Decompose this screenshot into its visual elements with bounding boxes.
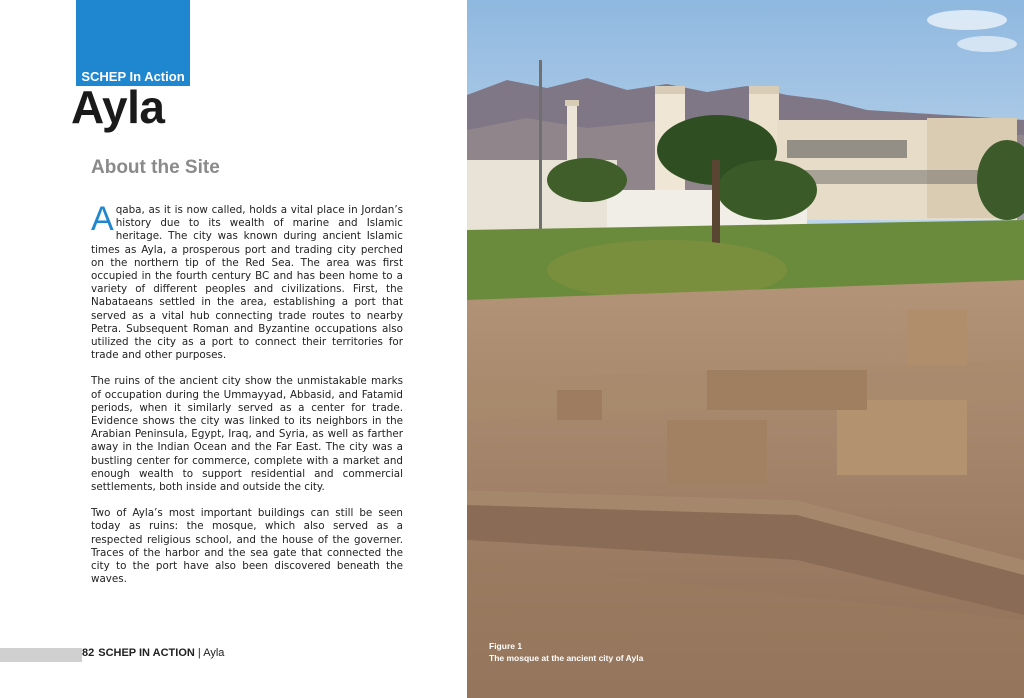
article-paragraph-2: The ruins of the ancient city show the unmistakable marks of occupation during the Ummayyad, Abbasid, and Fatamid periods, when it similarly served as a center for trade. Evidence shows the city was linked to its neighbors in the Arabian Peninsula, Egypt, Iraq, and Syria, as well as farther away in the Indian Ocean and the Far East. The city was a bustling center for commerce, complete with a market and enough wealth to support residential and commercial settlements, both inside and outside the city.: [91, 375, 403, 494]
section-heading: About the Site: [91, 157, 220, 178]
paragraph-1-text: qaba, as it is now called, holds a vital place in Jordan’s history due to its wealth of marine and Islamic heritage. The city was known during ancient Islamic times as Ayla, a prosperous port and trading city perched on the northern tip of the Red Sea. The area was first occupied in the fourth century BC and has been home to a variety of different peoples and civilizations. First, the Nabataeans settled in the area, establishing a port that served as a vital hub connecting trade routes to nearby Petra. Subsequent Roman and Byzantine occupations also utilized the city as a port to connect their territories for trade and other purposes.: [91, 204, 403, 362]
ruins-photo-illustration: [467, 0, 1024, 698]
article-paragraph-3: Two of Ayla’s most important buildings can still be seen today as ruins: the mosque, which also served as a respected religious school, and the house of the governer. Traces of the harbor and the sea gate that connected the city to the port have also been discovered beneath the waves.: [91, 507, 403, 586]
figure-caption: [489, 640, 643, 664]
footer-bar: [0, 648, 82, 662]
site-photo: [467, 0, 1024, 698]
footer-section: Ayla: [203, 647, 225, 659]
article-body: [91, 200, 403, 599]
section-tag-box: [76, 0, 190, 86]
page-footer: [82, 647, 224, 659]
section-tag-label: SCHEP In Action: [81, 69, 185, 84]
page-number: 82: [82, 647, 95, 659]
footer-separator: |: [194, 647, 204, 659]
article-paragraph-1: [91, 200, 403, 362]
figure-label: Figure 1: [489, 641, 523, 651]
figure-caption-text: The mosque at the ancient city of Ayla: [489, 653, 644, 663]
page-title: Ayla: [71, 81, 165, 133]
drop-cap: A: [91, 200, 114, 238]
left-page: [0, 0, 466, 698]
footer-brand: SCHEP IN ACTION: [98, 647, 195, 659]
